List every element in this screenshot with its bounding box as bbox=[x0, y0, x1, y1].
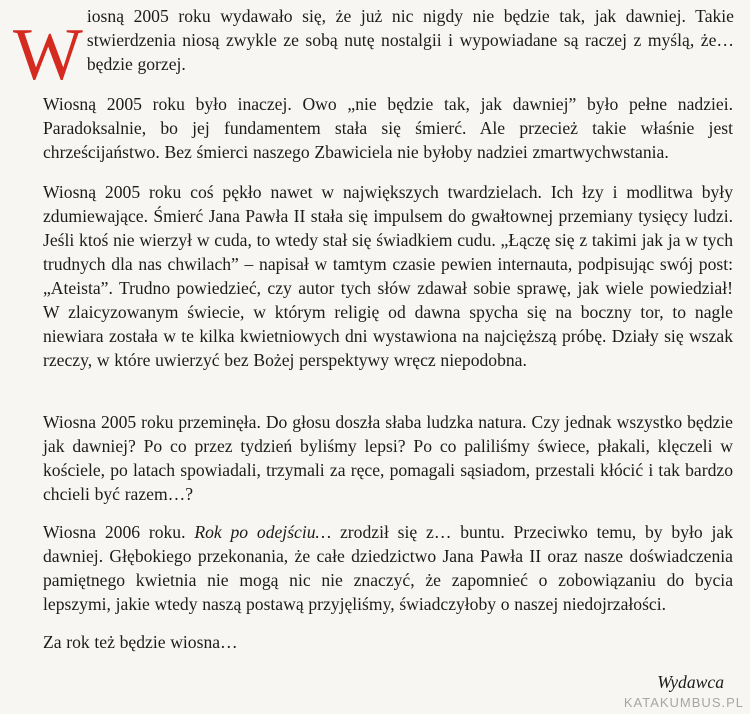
paragraph-4-text: Wiosna 2005 roku przeminęła. Do głosu doszła słaba ludzka natura. Czy jednak wszystko będzie jak dawniej? Po co przez tydzień byliśmy lepsi? Po co paliliśmy świece, płakali, klęczeli w kościele, po latach spowiadali, trzymali za ręce, pomagali sąsiadom, przestali kłócić i tak bardzo chcieli być razem…? bbox=[43, 412, 733, 504]
paragraph-1 bbox=[13, 4, 734, 96]
paragraph-5-rest: zrodził się z… buntu. Przeciwko temu, by było jak dawniej. Głębokiego przekonania, że całe dziedzictwo Jana Pawła II oraz nasze doświadczenia pamiętnego kwietnia nie mogą nic nie znaczyć, że zapomnieć o zobowiązaniu do bycia lepszymi, jakie wtedy naszą postawą przyjęliśmy, świadczyłoby o naszej niedojrzałości. bbox=[43, 522, 733, 614]
paragraph-5-start: Wiosna 2006 roku. bbox=[43, 522, 195, 542]
paragraph-3 bbox=[43, 180, 733, 372]
paragraph-5-title: Rok po odejściu… bbox=[194, 522, 332, 542]
paragraph-2-text: Wiosną 2005 roku było inaczej. Owo „nie będzie tak, jak dawniej” było pełne nadziei. Paradoksalnie, bo jej fundamentem stała się śmierć. Ale przecież takie właśnie jest chrześcijaństwo. Bez śmierci naszego Zbawiciela nie byłoby nadziei zmartwychwstania. bbox=[43, 94, 733, 162]
paragraph-6 bbox=[43, 630, 733, 654]
paragraph-1-text: iosną 2005 roku wydawało się, że już nic nigdy nie będzie tak, jak dawniej. Takie stwierdzenia niosą zwykle ze sobą nutę nostalgii i wypowiadane są raczej z myślą, że… będzie gorzej. bbox=[86, 6, 734, 74]
paragraph-6-text: Za rok też będzie wiosna… bbox=[43, 632, 238, 652]
paragraph-2 bbox=[43, 92, 733, 164]
signature: Wydawca bbox=[657, 672, 724, 692]
drop-cap: W bbox=[13, 14, 83, 96]
paragraph-5 bbox=[43, 520, 733, 616]
paragraph-4 bbox=[43, 410, 733, 506]
paragraph-3-text: Wiosną 2005 roku coś pękło nawet w największych twardzielach. Ich łzy i modlitwa były zdumiewające. Śmierć Jana Pawła II stała się impulsem do gwałtownej przemiany tysięcy ludzi. Jeśli ktoś nie wierzył w cuda, to wtedy stał się świadkiem cudu. „Łączę się z takimi jak ja w tych trudnych dla nas chwilach” – napisał w tamtym czasie pewien internauta, podpisując swój post: „Ateista”. Trudno powiedzieć, czy autor tych słów zdawał sobie sprawę, jak wiele powiedział! W zlaicyzowanym świecie, w którym religię od dawna spycha się na boczny tor, to nagle niewiara została w te kilka kwietniowych dni wystawiona na najcięższą próbę. Działy się wszak rzeczy, w które uwierzyć bez Bożej perspektywy wręcz niepodobna. bbox=[43, 182, 733, 370]
watermark: KATAKUMBUS.PL bbox=[623, 695, 744, 710]
